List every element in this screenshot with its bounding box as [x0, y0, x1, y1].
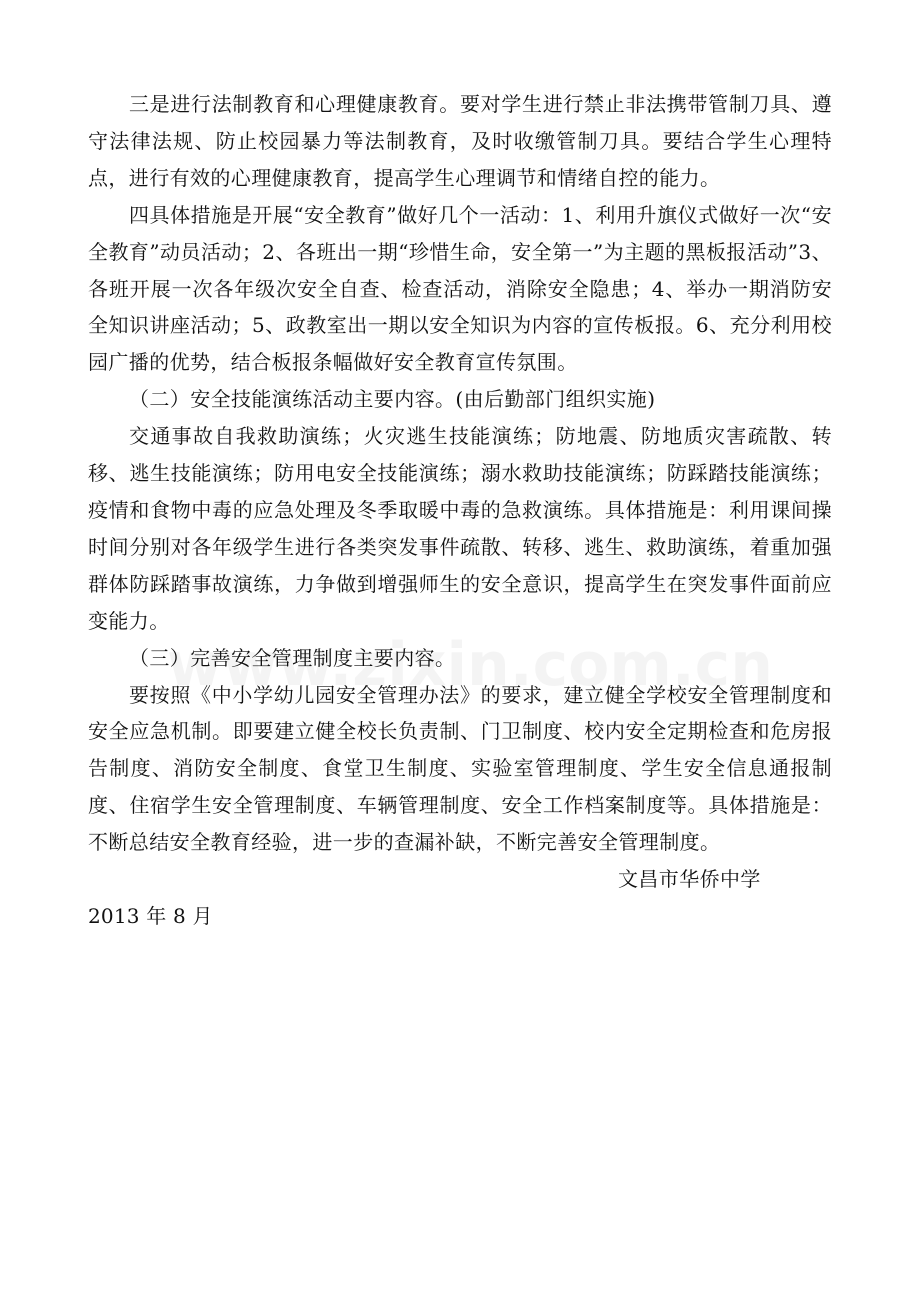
section-heading-management-system: （三）完善安全管理制度主要内容。: [129, 645, 456, 670]
section-heading-skills-drill: （二）安全技能演练活动主要内容。(由后勤部门组织实施): [129, 387, 656, 412]
paragraph-management-system: 要按照《中小学幼儿园安全管理办法》的要求，建立健全学校安全管理制度和安全应急机制。即要建立健全校长负责制、门卫制度、校内安全定期检查和危房报告制度、消防安全制度、食堂卫生制度、实验室管理制度、学生安全信息通报制度、住宿学生安全管理制度、车辆管理制度、安全工作档案制度等。具体措施是：不断总结安全教育经验，进一步的查漏补缺，不断完善安全管理制度。: [88, 682, 832, 855]
signature-school-name: 文昌市华侨中学: [618, 867, 761, 892]
paragraph-measures: 四具体措施是开展“安全教育”做好几个一活动：1、利用升旗仪式做好一次“安全教育”动员活动；2、各班出一期“珍惜生命，安全第一”为主题的黑板报活动”3、各班开展一次各年级次安全自查、检查活动，消除安全隐患；4、举办一期消防安全知识讲座活动；5、政教室出一期以安全知识为内容的宣传板报。6、充分利用校园广播的优势，结合板报条幅做好安全教育宣传氛围。: [88, 202, 832, 375]
document-date: 2013 年 8 月: [88, 903, 213, 928]
paragraph-skills-drill: 交通事故自我救助演练；火灾逃生技能演练；防地震、防地质灾害疏散、转移、逃生技能演练；防用电安全技能演练；溺水救助技能演练；防踩踏技能演练；疫情和食物中毒的应急处理及冬季取暖中毒的急救演练。具体措施是：利用课间操时间分别对各年级学生进行各类突发事件疏散、转移、逃生、救助演练，着重加强群体防踩踏事故演练，力争做到增强师生的安全意识，提高学生在突发事件面前应变能力。: [88, 424, 832, 633]
document-page: [88, 86, 832, 935]
paragraph-legal-education: 三是进行法制教育和心理健康教育。要对学生进行禁止非法携带管制刀具、遵守法律法规、防止校园暴力等法制教育，及时收缴管制刀具。要结合学生心理特点，进行有效的心理健康教育，提高学生心理调节和情绪自控的能力。: [88, 92, 832, 190]
